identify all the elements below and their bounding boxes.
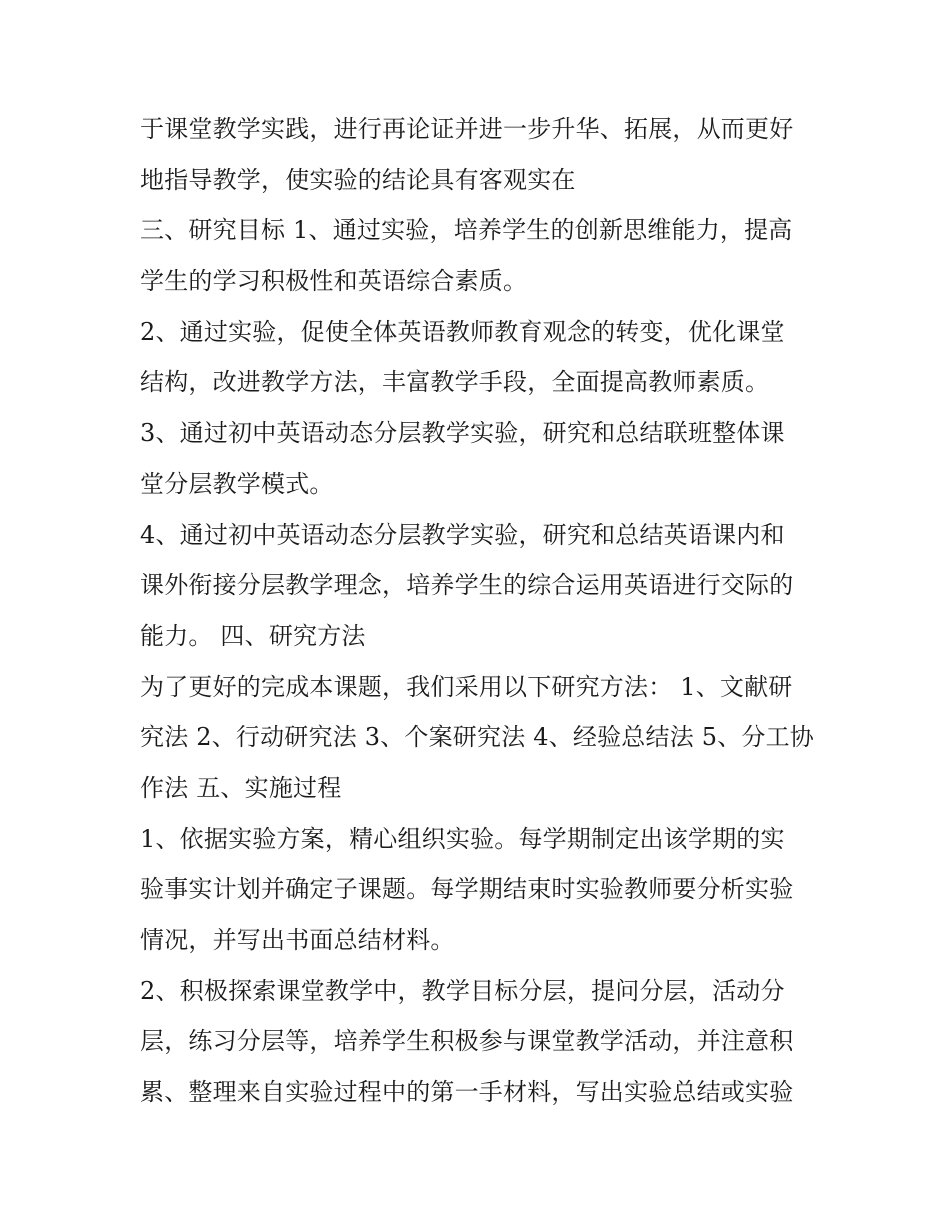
text-line: 能力。 四、研究方法 <box>140 621 366 650</box>
text-line: 2、积极探索课堂教学中，教学目标分层，提问分层，活动分 <box>140 976 785 1005</box>
text-line: 于课堂教学实践，进行再论证并进一步升华、拓展，从而更好 <box>140 115 794 143</box>
text-line: 层，练习分层等，培养学生积极参与课堂教学活动，并注意积 <box>140 1027 794 1056</box>
text-line: 3、通过初中英语动态分层教学实验，研究和总结联班整体课 <box>140 419 785 448</box>
text-line: 学生的学习积极性和英语综合素质。 <box>140 267 528 296</box>
text-line: 课外衔接分层教学理念，培养学生的综合运用英语进行交际的 <box>140 571 794 600</box>
text-line: 情况，并写出书面总结材料。 <box>140 926 455 954</box>
text-line: 结构，改进教学方法，丰富教学手段，全面提高教师素质。 <box>140 368 770 397</box>
text-line: 为了更好的完成本课题，我们采用以下研究方法： 1、文献研 <box>140 672 793 701</box>
text-line: 地指导教学，使实验的结论具有客观实在 <box>140 165 576 194</box>
text-line: 4、通过初中英语动态分层教学实验，研究和总结英语课内和 <box>140 520 785 549</box>
text-line: 三、研究目标 1、通过实验，培养学生的创新思维能力，提高 <box>140 216 793 245</box>
text-line: 验事实计划并确定子课题。每学期结束时实验教师要分析实验 <box>140 875 794 904</box>
body-text <box>140 104 830 1118</box>
text-line: 累、整理来自实验过程中的第一手材料，写出实验总结或实验 <box>140 1078 794 1107</box>
text-line: 堂分层教学模式。 <box>140 469 334 498</box>
text-line: 作法 五、实施过程 <box>140 773 342 802</box>
text-line: 究法 2、行动研究法 3、个案研究法 4、经验总结法 5、分工协 <box>140 723 814 752</box>
text-line: 1、依据实验方案，精心组织实验。每学期制定出该学期的实 <box>140 824 785 853</box>
text-line: 2、通过实验，促使全体英语教师教育观念的转变，优化课堂 <box>140 317 785 346</box>
